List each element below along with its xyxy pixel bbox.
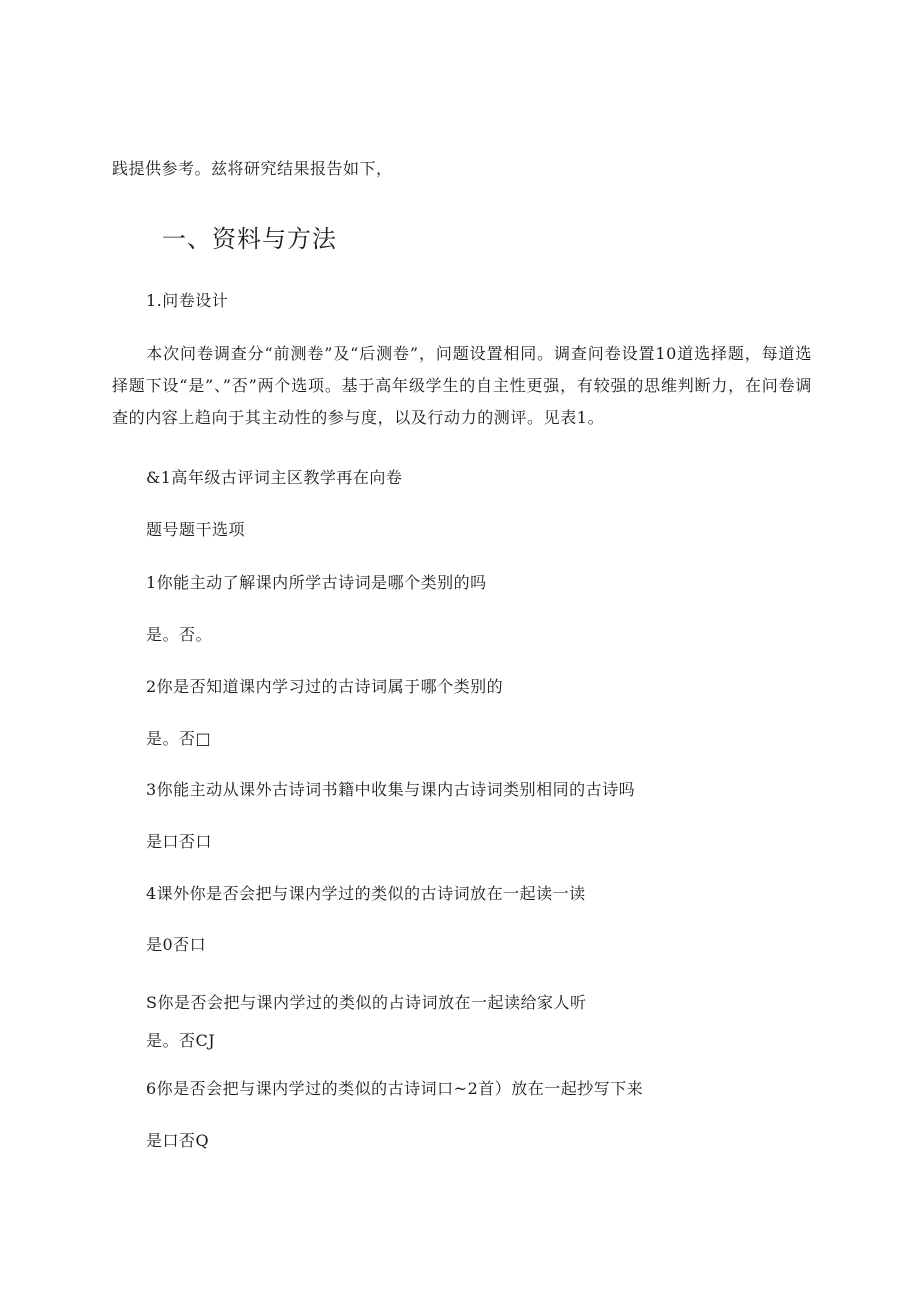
question-options: 是口否Q <box>146 1131 210 1150</box>
question-stem: 4课外你是否会把与课内学过的类似的古诗词放在一起读一读 <box>146 884 586 903</box>
table-caption: &1高年级古评词主区教学再在向卷 <box>146 468 403 487</box>
table-header: 题号题干选项 <box>146 520 246 539</box>
question-options: 是。否CJ <box>146 1031 216 1050</box>
question-stem: S你是否会把与课内学过的类似的占诗词放在一起读给家人听 <box>146 993 587 1012</box>
section-heading: 一、资料与方法 <box>162 225 337 253</box>
subheading: 1.问卷设计 <box>146 291 229 310</box>
question-options: 是0否口 <box>146 935 207 954</box>
question-stem: 1你能主动了解课内所学古诗词是哪个类别的吗 <box>146 573 487 592</box>
question-options: 是。否。 <box>146 625 213 644</box>
question-options: 是。否□ <box>146 729 212 748</box>
question-stem: 2你是否知道课内学习过的古诗词属于哪个类别的 <box>146 677 504 696</box>
question-stem: 6你是否会把与课内学过的类似的古诗词口~2首）放在一起抄写下来 <box>146 1079 644 1098</box>
question-options: 是口否口 <box>146 832 213 851</box>
question-stem: 3你能主动从课外古诗词书籍中收集与课内古诗词类别相同的古诗吗 <box>146 780 636 799</box>
body-paragraph <box>112 338 812 434</box>
intro-tail-text: 践提供参考。兹将研究结果报告如下， <box>112 159 393 178</box>
body-paragraph-text: 本次问卷调查分“前测卷”及“后测卷”，问题设置相同。调查问卷设置10道选择题，每道选择题下设“是”、”否”两个选项。基于高年级学生的自主性更强，有较强的思维判断力，在问卷调查的内容上趋向于其主动性的参与度，以及行动力的测评。见表1。 <box>112 344 812 427</box>
